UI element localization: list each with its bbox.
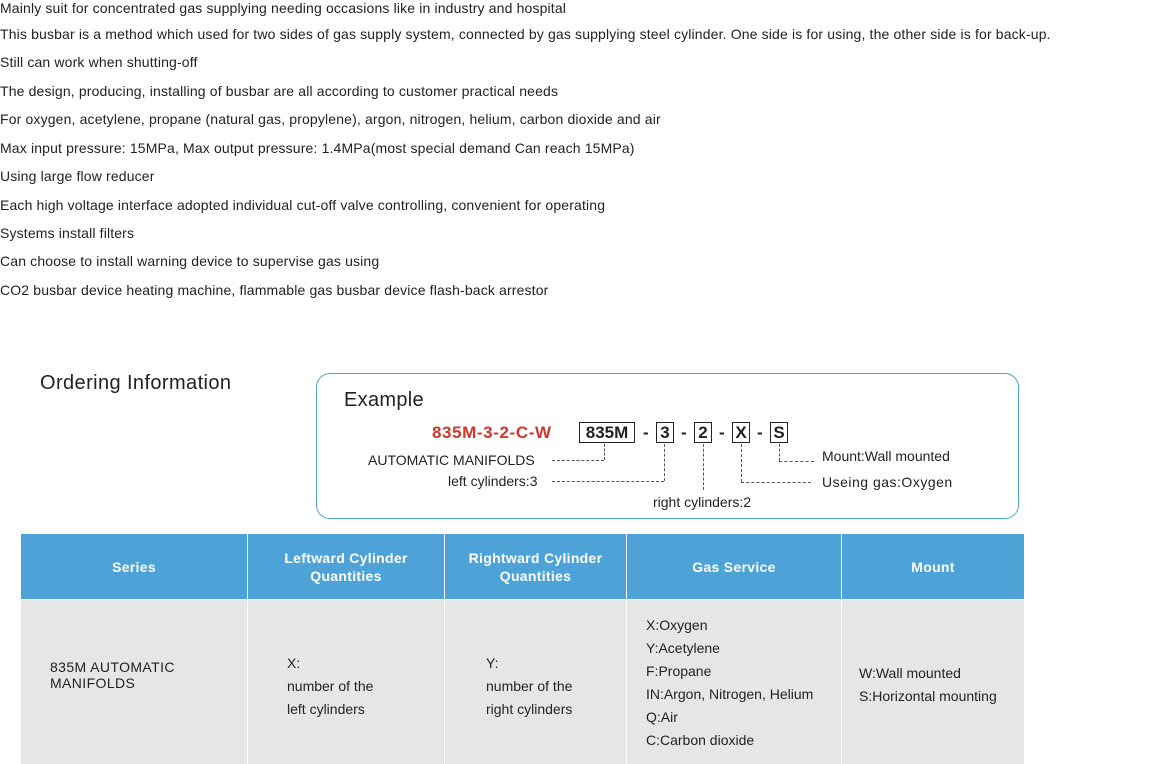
code-segment-gas: X xyxy=(732,422,750,443)
cell-text: number of the xyxy=(287,678,374,694)
feature-item: Using large flow reducer xyxy=(0,168,155,184)
cell-text: S:Horizontal mounting xyxy=(859,688,997,704)
cell-text: W:Wall mounted xyxy=(859,665,961,681)
cell-text: Y: xyxy=(486,655,499,671)
cell-mount xyxy=(842,600,1024,764)
cell-right-cylinder xyxy=(445,600,626,764)
feature-item: Can choose to install warning device to supervise gas using xyxy=(0,253,380,269)
header-label: Quantities xyxy=(310,567,382,584)
cell-text: right cylinders xyxy=(486,701,573,717)
header-label: Leftward Cylinder xyxy=(284,549,408,566)
model-code: 835M-3-2-C-W xyxy=(432,423,552,442)
cell-gas-service xyxy=(627,600,841,764)
feature-item: Mainly suit for concentrated gas supplying needing occasions like in industry and hospital xyxy=(0,0,567,16)
cell-text: number of the xyxy=(486,678,573,694)
code-segment-left: 3 xyxy=(656,422,674,443)
feature-item: Max input pressure: 15MPa, Max output pressure: 1.4MPa(most special demand Can reach 15MPa) xyxy=(0,140,635,156)
cell-left-cylinder xyxy=(248,600,444,764)
cell-text: C:Carbon dioxide xyxy=(646,732,755,748)
leader-line xyxy=(552,481,664,482)
header-series xyxy=(21,534,247,599)
cell-text: IN:Argon, Nitrogen, Helium xyxy=(646,686,814,702)
cell-text: Y:Acetylene xyxy=(646,640,720,656)
callout-mount: Mount:Wall mounted xyxy=(822,448,950,464)
feature-item: Still can work when shutting-off xyxy=(0,54,198,70)
leader-line xyxy=(552,460,604,461)
code-separator: - xyxy=(681,423,687,442)
header-label: Gas Service xyxy=(692,558,776,575)
header-label: Series xyxy=(112,558,156,575)
code-segment-series: 835M xyxy=(579,422,635,443)
ordering-table xyxy=(21,534,1024,764)
feature-item: CO2 busbar device heating machine, flammable gas busbar device flash-back arrestor xyxy=(0,282,549,298)
header-gas-service xyxy=(627,534,841,599)
code-segment-mount: S xyxy=(770,422,788,443)
leader-line xyxy=(779,444,780,461)
feature-item: Systems install filters xyxy=(0,225,135,241)
leader-line xyxy=(741,482,811,483)
callout-left-cylinders: left cylinders:3 xyxy=(448,473,538,489)
ordering-title: Ordering Information xyxy=(40,372,232,394)
code-separator: - xyxy=(757,423,763,442)
callout-gas: Useing gas:Oxygen xyxy=(822,474,953,490)
code-separator: - xyxy=(643,423,649,442)
cell-text: X:Oxygen xyxy=(646,617,708,633)
cell-text: F:Propane xyxy=(646,663,712,679)
cell-series xyxy=(21,600,247,764)
feature-item: Each high voltage interface adopted individual cut-off valve controlling, convenient for operating xyxy=(0,197,606,213)
header-mount xyxy=(842,534,1024,599)
header-left-cylinder xyxy=(248,534,444,599)
callout-right-cylinders: right cylinders:2 xyxy=(653,494,752,510)
cell-text: X: xyxy=(287,655,301,671)
leader-line xyxy=(741,444,742,482)
cell-text: MANIFOLDS xyxy=(50,675,136,691)
header-right-cylinder xyxy=(445,534,626,599)
feature-item: This busbar is a method which used for two sides of gas supply system, connected by gas supplying steel cylinder. One side is for using, the other side is for back-up. xyxy=(0,26,1051,42)
feature-item: For oxygen, acetylene, propane (natural gas, propylene), argon, nitrogen, helium, carbon dioxide and air xyxy=(0,111,661,127)
leader-line xyxy=(779,461,814,462)
code-separator: - xyxy=(719,423,725,442)
header-label: Mount xyxy=(911,558,955,575)
code-segment-right: 2 xyxy=(694,422,712,443)
cell-text: 835M AUTOMATIC xyxy=(50,659,175,675)
callout-series: AUTOMATIC MANIFOLDS xyxy=(368,452,535,468)
header-label: Quantities xyxy=(499,567,572,584)
feature-item: The design, producing, installing of busbar are all according to customer practical needs xyxy=(0,83,559,99)
leader-line xyxy=(604,444,605,460)
example-label: Example xyxy=(344,389,424,411)
cell-text: left cylinders xyxy=(287,701,365,717)
header-label: Rightward Cylinder xyxy=(468,549,603,566)
leader-line xyxy=(703,444,704,490)
cell-text: Q:Air xyxy=(646,709,678,725)
leader-line xyxy=(664,444,665,481)
